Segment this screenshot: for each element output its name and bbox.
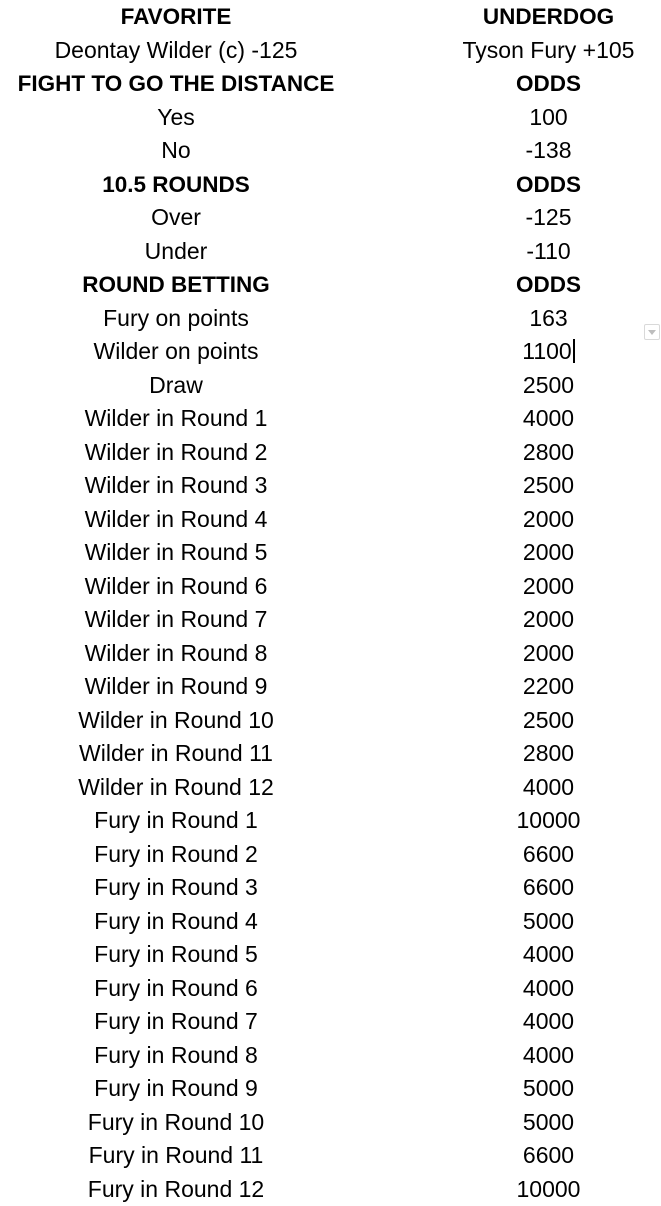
- section-header-row: [0, 0, 661, 34]
- odds-header-label[interactable]: [436, 67, 661, 101]
- odds-value-text: -110: [526, 238, 570, 264]
- table-row: [0, 771, 661, 805]
- section-header-label[interactable]: FIGHT TO GO THE DISTANCE: [0, 67, 352, 101]
- table-row: [0, 838, 661, 872]
- bet-label-cell[interactable]: Fury in Round 4: [0, 905, 352, 939]
- bet-label-cell[interactable]: Yes: [0, 101, 352, 135]
- odds-value-text: 2000: [523, 539, 574, 565]
- odds-value-cell[interactable]: [436, 1039, 661, 1073]
- table-row: [0, 570, 661, 604]
- odds-value-cell[interactable]: [436, 134, 661, 168]
- section-header-row: [0, 67, 661, 101]
- bet-label-cell[interactable]: Fury in Round 3: [0, 871, 352, 905]
- odds-value-text: 4000: [523, 774, 574, 800]
- bet-label-cell[interactable]: Over: [0, 201, 352, 235]
- odds-value-cell[interactable]: [436, 302, 661, 336]
- table-row: [0, 1106, 661, 1140]
- odds-value-text: 4000: [523, 1042, 574, 1068]
- odds-value-cell[interactable]: [436, 1072, 661, 1106]
- odds-header-label[interactable]: [436, 0, 661, 34]
- text-cursor: [573, 339, 575, 363]
- odds-value-text: ODDS: [516, 71, 581, 96]
- table-row: [0, 905, 661, 939]
- table-row: [0, 402, 661, 436]
- odds-value-cell[interactable]: [436, 804, 661, 838]
- bet-label-cell[interactable]: Fury in Round 10: [0, 1106, 352, 1140]
- bet-label-cell[interactable]: Wilder in Round 6: [0, 570, 352, 604]
- table-row: [0, 34, 661, 68]
- section-header-label[interactable]: ROUND BETTING: [0, 268, 352, 302]
- odds-value-text: 6600: [523, 1142, 574, 1168]
- odds-value-text: 2000: [523, 640, 574, 666]
- bet-label-cell[interactable]: Wilder in Round 9: [0, 670, 352, 704]
- odds-value-cell[interactable]: [436, 402, 661, 436]
- bet-label-cell[interactable]: Wilder in Round 8: [0, 637, 352, 671]
- odds-value-text: 1100: [522, 338, 571, 364]
- bet-label-cell[interactable]: Wilder in Round 5: [0, 536, 352, 570]
- odds-value-text: -125: [525, 204, 571, 230]
- odds-value-cell[interactable]: [436, 469, 661, 503]
- odds-value-text: 6600: [523, 841, 574, 867]
- odds-value-text: UNDERDOG: [483, 4, 614, 29]
- odds-value-cell[interactable]: [436, 101, 661, 135]
- bet-label-cell[interactable]: Under: [0, 235, 352, 269]
- table-row: [0, 1005, 661, 1039]
- odds-value-cell[interactable]: [436, 905, 661, 939]
- odds-value-cell[interactable]: [436, 871, 661, 905]
- table-row: [0, 101, 661, 135]
- odds-value-text: 2000: [523, 573, 574, 599]
- section-header-row: [0, 268, 661, 302]
- odds-value-cell[interactable]: [436, 938, 661, 972]
- table-row: [0, 1039, 661, 1073]
- odds-value-cell[interactable]: [436, 771, 661, 805]
- odds-header-label[interactable]: [436, 168, 661, 202]
- odds-value-cell[interactable]: [436, 603, 661, 637]
- odds-value-text: -138: [525, 137, 571, 163]
- bet-label-cell[interactable]: Deontay Wilder (c) -125: [0, 34, 352, 68]
- bet-label-cell[interactable]: Wilder in Round 11: [0, 737, 352, 771]
- bet-label-cell[interactable]: Fury in Round 1: [0, 804, 352, 838]
- section-header-label[interactable]: FAVORITE: [0, 0, 352, 34]
- bet-label-cell[interactable]: Fury in Round 8: [0, 1039, 352, 1073]
- table-row: [0, 335, 661, 369]
- bet-label-cell[interactable]: Fury in Round 11: [0, 1139, 352, 1173]
- table-row: [0, 1072, 661, 1106]
- odds-value-text: 5000: [523, 1075, 574, 1101]
- bet-label-cell[interactable]: Wilder in Round 4: [0, 503, 352, 537]
- table-row: [0, 737, 661, 771]
- table-row: [0, 704, 661, 738]
- bet-label-cell[interactable]: Wilder in Round 1: [0, 402, 352, 436]
- odds-value-text: 6600: [523, 874, 574, 900]
- odds-value-text: 4000: [523, 975, 574, 1001]
- table-row: [0, 235, 661, 269]
- odds-value-text: Tyson Fury +105: [463, 37, 635, 63]
- odds-value-cell[interactable]: [436, 670, 661, 704]
- odds-header-label[interactable]: [436, 268, 661, 302]
- odds-value-cell[interactable]: [436, 436, 661, 470]
- odds-value-cell[interactable]: [436, 838, 661, 872]
- odds-value-text: 10000: [517, 1176, 581, 1202]
- odds-value-text: 163: [529, 305, 567, 331]
- bet-label-cell[interactable]: Fury on points: [0, 302, 352, 336]
- odds-value-cell[interactable]: [436, 637, 661, 671]
- odds-value-cell[interactable]: [436, 369, 661, 403]
- bet-label-cell[interactable]: Draw: [0, 369, 352, 403]
- table-row: [0, 804, 661, 838]
- odds-value-cell[interactable]: [436, 737, 661, 771]
- table-row: [0, 536, 661, 570]
- table-row: [0, 469, 661, 503]
- bet-label-cell[interactable]: Fury in Round 9: [0, 1072, 352, 1106]
- odds-value-cell[interactable]: [436, 235, 661, 269]
- odds-value-text: ODDS: [516, 172, 581, 197]
- table-row: [0, 134, 661, 168]
- table-row: [0, 369, 661, 403]
- odds-value-text: 5000: [523, 908, 574, 934]
- odds-value-text: 4000: [523, 405, 574, 431]
- bet-label-cell[interactable]: Wilder in Round 7: [0, 603, 352, 637]
- section-header-label[interactable]: 10.5 ROUNDS: [0, 168, 352, 202]
- odds-value-text: 2800: [523, 740, 574, 766]
- bet-label-cell[interactable]: No: [0, 134, 352, 168]
- odds-value-cell[interactable]: [436, 536, 661, 570]
- odds-value-text: 5000: [523, 1109, 574, 1135]
- bet-label-cell[interactable]: Fury in Round 2: [0, 838, 352, 872]
- table-row: [0, 670, 661, 704]
- chevron-down-icon[interactable]: [644, 324, 660, 340]
- odds-value-text: 2500: [523, 707, 574, 733]
- bet-label-cell[interactable]: Fury in Round 6: [0, 972, 352, 1006]
- odds-value-text: 4000: [523, 1008, 574, 1034]
- odds-value-cell[interactable]: [436, 570, 661, 604]
- table-row: [0, 503, 661, 537]
- table-row: [0, 302, 661, 336]
- bet-label-cell[interactable]: Wilder in Round 2: [0, 436, 352, 470]
- odds-value-text: 10000: [517, 807, 581, 833]
- odds-value-cell[interactable]: [436, 335, 661, 369]
- odds-value-cell[interactable]: [436, 1106, 661, 1140]
- odds-value-cell[interactable]: [436, 1005, 661, 1039]
- odds-value-text: 2000: [523, 506, 574, 532]
- bet-label-cell[interactable]: Fury in Round 12: [0, 1173, 352, 1206]
- table-row: [0, 938, 661, 972]
- table-row: [0, 603, 661, 637]
- table-row: [0, 972, 661, 1006]
- bet-label-cell[interactable]: Fury in Round 7: [0, 1005, 352, 1039]
- table-row: [0, 637, 661, 671]
- odds-value-text: 2000: [523, 606, 574, 632]
- odds-value-text: 100: [529, 104, 567, 130]
- odds-value-cell[interactable]: [436, 704, 661, 738]
- table-row: [0, 201, 661, 235]
- odds-value-cell[interactable]: [436, 972, 661, 1006]
- odds-value-cell[interactable]: [436, 1139, 661, 1173]
- odds-value-text: 2800: [523, 439, 574, 465]
- bet-label-cell[interactable]: Wilder in Round 12: [0, 771, 352, 805]
- odds-value-cell[interactable]: [436, 34, 661, 68]
- odds-value-text: 2500: [523, 472, 574, 498]
- table-row: [0, 871, 661, 905]
- bet-label-cell[interactable]: Fury in Round 5: [0, 938, 352, 972]
- odds-value-cell[interactable]: [436, 201, 661, 235]
- table-row: [0, 1173, 661, 1206]
- odds-value-cell[interactable]: [436, 1173, 661, 1206]
- bet-label-cell[interactable]: Wilder on points: [0, 335, 352, 369]
- table-row: [0, 1139, 661, 1173]
- bet-label-cell[interactable]: Wilder in Round 3: [0, 469, 352, 503]
- section-header-row: [0, 168, 661, 202]
- odds-value-cell[interactable]: [436, 503, 661, 537]
- table-row: [0, 436, 661, 470]
- odds-value-text: ODDS: [516, 272, 581, 297]
- bet-label-cell[interactable]: Wilder in Round 10: [0, 704, 352, 738]
- odds-value-text: 4000: [523, 941, 574, 967]
- odds-value-text: 2500: [523, 372, 574, 398]
- odds-value-text: 2200: [523, 673, 574, 699]
